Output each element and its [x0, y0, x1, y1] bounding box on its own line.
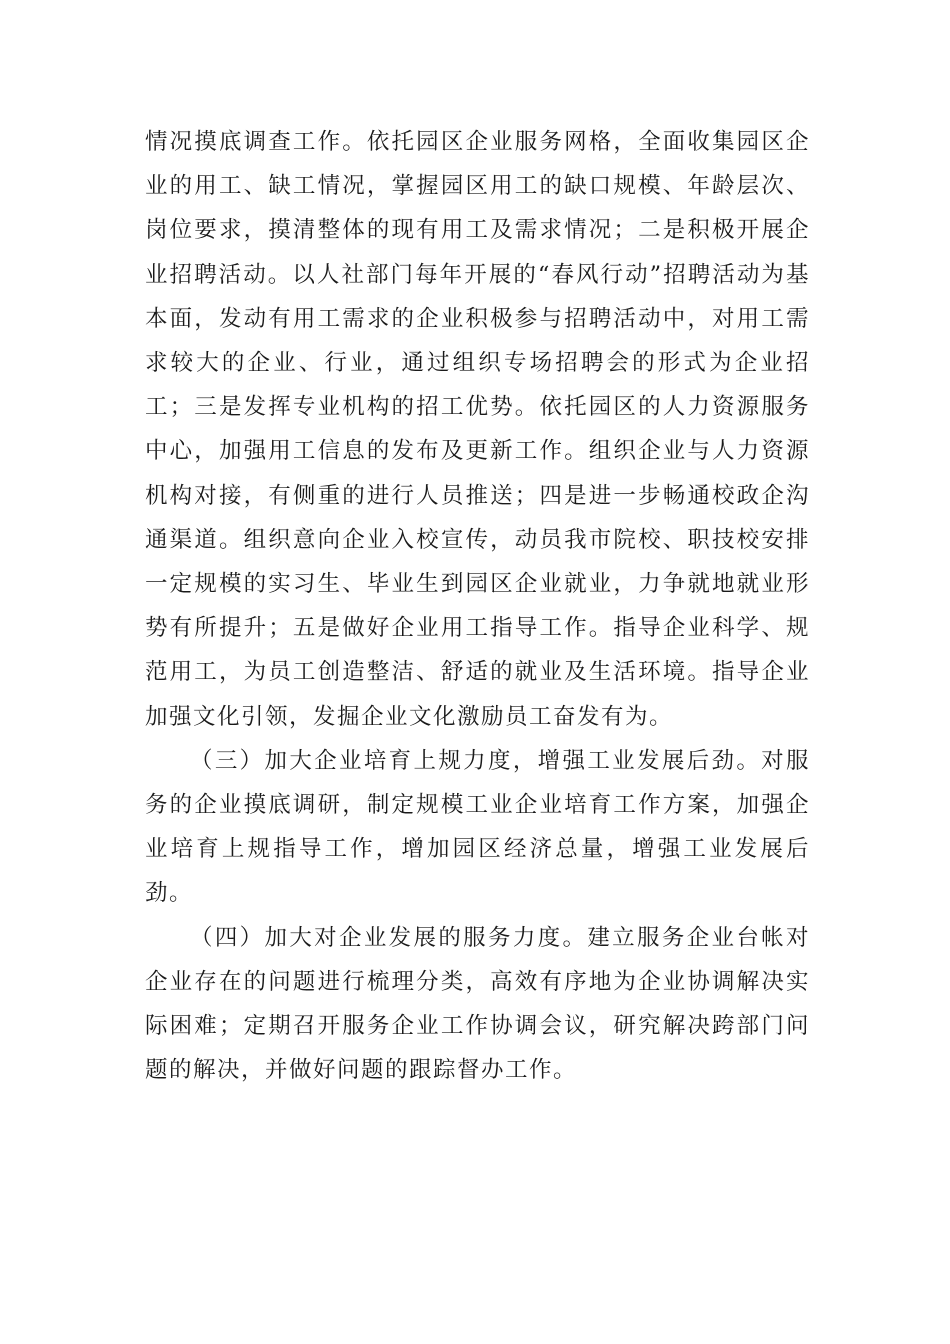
document-body — [145, 120, 810, 1092]
paragraph-section-4: （四）加大对企业发展的服务力度。建立服务企业台帐对企业存在的问题进行梳理分类，高效有序地为企业协调解决实际困难；定期召开服务企业工作协调会议，研究解决跨部门问题的解决，并做好问题的跟踪督办工作。 — [145, 924, 810, 1084]
paragraph-continuation: 情况摸底调查工作。依托园区企业服务网格，全面收集园区企业的用工、缺工情况，掌握园区用工的缺口规模、年龄层次、岗位要求，摸清整体的现有用工及需求情况；二是积极开展企业招聘活动。以人社部门每年开展的“春风行动”招聘活动为基本面，发动有用工需求的企业积极参与招聘活动中，对用工需求较大的企业、行业，通过组织专场招聘会的形式为企业招工；三是发挥专业机构的招工优势。依托园区的人力资源服务中心，加强用工信息的发布及更新工作。组织企业与人力资源机构对接，有侧重的进行人员推送；四是进一步畅通校政企沟通渠道。组织意向企业入校宣传，动员我市院校、职技校安排一定规模的实习生、毕业生到园区企业就业，力争就地就业形势有所提升；五是做好企业用工指导工作。指导企业科学、规范用工，为员工创造整洁、舒适的就业及生活环境。指导企业加强文化引领，发掘企业文化激励员工奋发有为。 — [145, 129, 810, 730]
paragraph-section-3: （三）加大企业培育上规力度，增强工业发展后劲。对服务的企业摸底调研，制定规模工业企业培育工作方案，加强企业培育上规指导工作，增加园区经济总量，增强工业发展后劲。 — [145, 747, 810, 907]
